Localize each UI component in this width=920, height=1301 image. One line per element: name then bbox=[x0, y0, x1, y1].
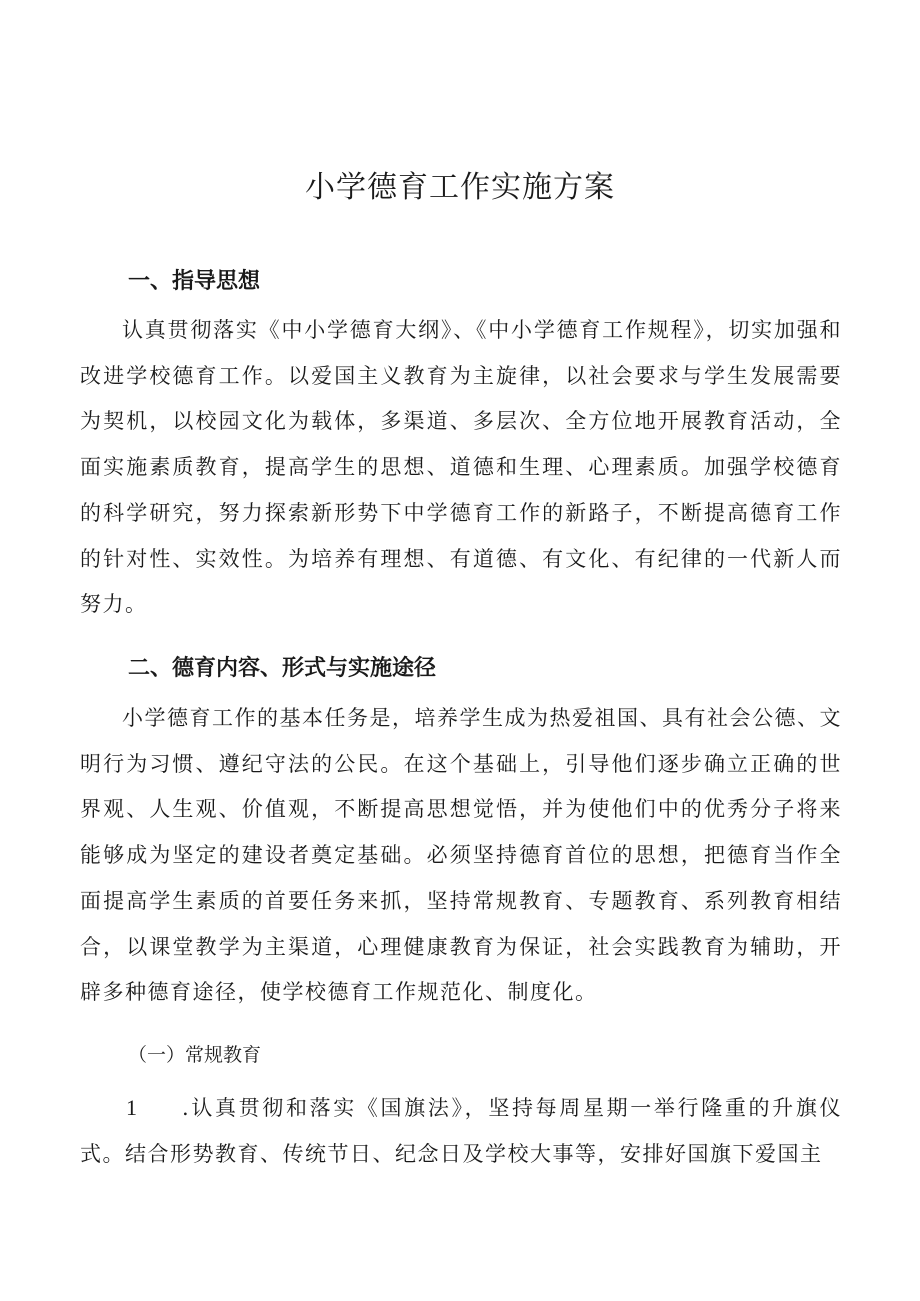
list-item-number: 1 bbox=[126, 1095, 139, 1120]
section-heading-guiding-ideology: 一、指导思想 bbox=[128, 269, 261, 294]
guiding-ideology-paragraph: 认真贯彻落实《中小学德育大纲》、《中小学德育工作规程》，切实加强和改进学校德育工作。以爱国主义教育为主旋律，以社会要求与学生发展需要为契机，以校园文化为载体，多渠道、多层次、全方位地开展教育活动，全面实施素质教育，提高学生的思想、道德和生理、心理素质。加强学校德育的科学研究，努力探索新形势下中学德育工作的新路子，不断提高德育工作的针对性、实效性。为培养有理想、有道德、有文化、有纪律的一代新人而努力。 bbox=[80, 318, 842, 617]
document-title: 小学德育工作实施方案 bbox=[305, 170, 615, 205]
content-and-approach-paragraph: 小学德育工作的基本任务是，培养学生成为热爱祖国、具有社会公德、文明行为习惯、遵纪守法的公民。在这个基础上，引导他们逐步确立正确的世界观、人生观、价值观，不断提高思想觉悟，并为使他们中的优秀分子将来能够成为坚定的建设者奠定基础。必须坚持德育首位的思想，把德育当作全面提高学生素质的首要任务来抓，坚持常规教育、专题教育、系列教育相结合，以课堂教学为主渠道，心理健康教育为保证，社会实践教育为辅助，开辟多种德育途径，使学校德育工作规范化、制度化。 bbox=[80, 706, 842, 1005]
subsection-heading-routine-education: （一）常规教育 bbox=[128, 1044, 262, 1066]
list-item-text: .认真贯彻和落实《国旗法》，坚持每周星期一举行隆重的升旗仪式。结合形势教育、传统节日、纪念日及学校大事等，安排好国旗下爱国主 bbox=[80, 1096, 842, 1166]
section-heading-content-and-approach: 二、德育内容、形式与实施途径 bbox=[128, 656, 437, 681]
routine-education-item-1 bbox=[80, 1085, 842, 1177]
